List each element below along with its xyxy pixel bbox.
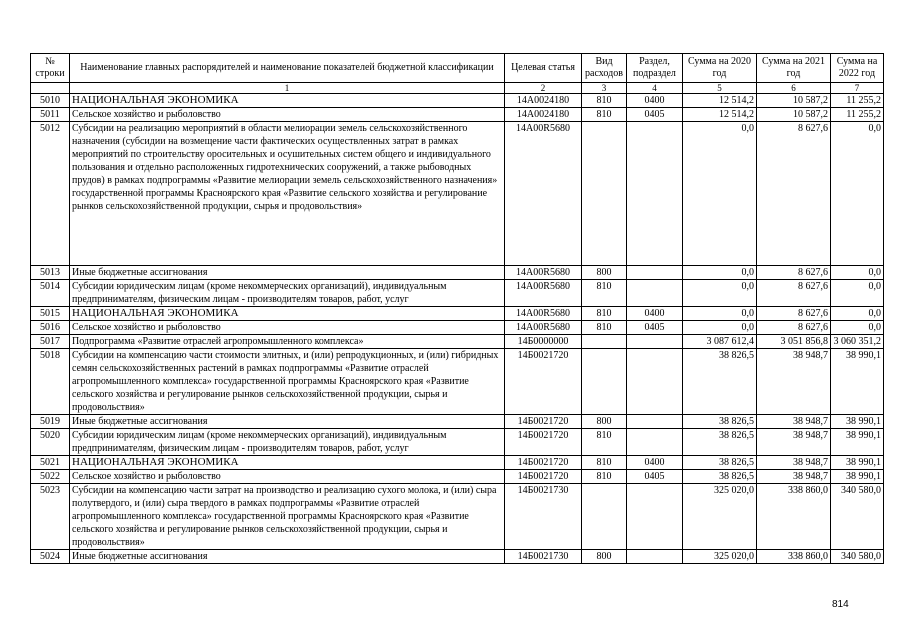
row-section — [627, 122, 683, 266]
row-target: 14Б0021720 — [505, 456, 582, 470]
header-sum-2022: Сумма на 2022 год — [831, 54, 884, 83]
row-expense-type — [582, 122, 627, 266]
row-number: 5017 — [31, 335, 70, 349]
table-row — [31, 94, 884, 108]
header-section: Раздел, подраздел — [627, 54, 683, 83]
row-sum-2021: 8 627,6 — [757, 122, 831, 266]
row-target: 14А0024180 — [505, 94, 582, 108]
row-number: 5022 — [31, 470, 70, 484]
row-expense-type: 810 — [582, 429, 627, 456]
row-sum-2020: 38 826,5 — [683, 415, 757, 429]
row-section: 0405 — [627, 108, 683, 122]
row-name: Субсидии на компенсацию части затрат на производство и реализацию сухого молока, и (или) сыра полутвердого, и (или) сыра твердого в рамках подпрограммы «Развитие отраслей агропромышленного комплекса» государственной программы Красноярского края «Развитие сельского хозяйства и регулирование рынков сельскохозяйственной продукции, сырья и продовольствия» — [70, 484, 505, 550]
header-row — [31, 54, 884, 83]
table-row — [31, 307, 884, 321]
row-sum-2021: 38 948,7 — [757, 349, 831, 415]
row-number: 5016 — [31, 321, 70, 335]
table-row — [31, 349, 884, 415]
row-sum-2020: 38 826,5 — [683, 456, 757, 470]
table-row — [31, 108, 884, 122]
row-sum-2021: 38 948,7 — [757, 470, 831, 484]
row-number: 5020 — [31, 429, 70, 456]
row-name: Иные бюджетные ассигнования — [70, 266, 505, 280]
header-sum-2020: Сумма на 2020 год — [683, 54, 757, 83]
row-target: 14Б0000000 — [505, 335, 582, 349]
row-target: 14А00R5680 — [505, 321, 582, 335]
row-sum-2022: 0,0 — [831, 307, 884, 321]
row-number: 5015 — [31, 307, 70, 321]
row-target: 14Б0021720 — [505, 415, 582, 429]
row-number: 5013 — [31, 266, 70, 280]
column-number: 1 — [70, 83, 505, 94]
table-body — [31, 94, 884, 564]
column-number: 2 — [505, 83, 582, 94]
row-sum-2020: 38 826,5 — [683, 470, 757, 484]
header-name: Наименование главных распорядителей и наименование показателей бюджетной классификации — [70, 54, 505, 83]
row-expense-type: 810 — [582, 94, 627, 108]
row-expense-type: 800 — [582, 415, 627, 429]
table-row — [31, 122, 884, 266]
row-section: 0405 — [627, 470, 683, 484]
table-row — [31, 429, 884, 456]
table-row — [31, 321, 884, 335]
row-target: 14А00R5680 — [505, 280, 582, 307]
row-sum-2022: 340 580,0 — [831, 550, 884, 564]
row-section — [627, 429, 683, 456]
row-sum-2021: 38 948,7 — [757, 456, 831, 470]
row-number: 5023 — [31, 484, 70, 550]
row-section — [627, 484, 683, 550]
row-target: 14Б0021720 — [505, 349, 582, 415]
row-sum-2021: 8 627,6 — [757, 266, 831, 280]
row-sum-2022: 38 990,1 — [831, 415, 884, 429]
row-number: 5014 — [31, 280, 70, 307]
row-target: 14А00R5680 — [505, 266, 582, 280]
row-section — [627, 550, 683, 564]
row-section — [627, 266, 683, 280]
row-sum-2021: 10 587,2 — [757, 94, 831, 108]
page-number: 814 — [832, 599, 849, 610]
row-target: 14Б0021730 — [505, 550, 582, 564]
row-sum-2022: 0,0 — [831, 280, 884, 307]
row-sum-2022: 38 990,1 — [831, 470, 884, 484]
row-sum-2022: 38 990,1 — [831, 349, 884, 415]
row-sum-2022: 38 990,1 — [831, 456, 884, 470]
table-row — [31, 415, 884, 429]
row-sum-2020: 38 826,5 — [683, 349, 757, 415]
row-name: Сельское хозяйство и рыболовство — [70, 108, 505, 122]
row-target: 14А00R5680 — [505, 307, 582, 321]
row-sum-2021: 38 948,7 — [757, 415, 831, 429]
row-expense-type: 800 — [582, 266, 627, 280]
row-number: 5010 — [31, 94, 70, 108]
row-expense-type — [582, 335, 627, 349]
row-expense-type: 810 — [582, 280, 627, 307]
row-sum-2021: 338 860,0 — [757, 484, 831, 550]
row-name: Подпрограмма «Развитие отраслей агропромышленного комплекса» — [70, 335, 505, 349]
row-name: Сельское хозяйство и рыболовство — [70, 321, 505, 335]
row-section: 0405 — [627, 321, 683, 335]
row-sum-2020: 0,0 — [683, 280, 757, 307]
column-number: 6 — [757, 83, 831, 94]
row-sum-2022: 38 990,1 — [831, 429, 884, 456]
row-name: Иные бюджетные ассигнования — [70, 415, 505, 429]
row-sum-2020: 3 087 612,4 — [683, 335, 757, 349]
row-name: НАЦИОНАЛЬНАЯ ЭКОНОМИКА — [70, 456, 505, 470]
table-row — [31, 280, 884, 307]
column-number — [31, 83, 70, 94]
header-expense-type: Вид расходов — [582, 54, 627, 83]
row-sum-2021: 3 051 856,8 — [757, 335, 831, 349]
row-sum-2022: 11 255,2 — [831, 94, 884, 108]
row-name: Субсидии на реализацию мероприятий в области мелиорации земель сельскохозяйственного назначения (субсидии на возмещение части фактических осуществленных затрат в рамках мероприятий по строительству оросительных и осушительных систем общего и индивидуального пользования и отдельно расположенных гидротехнических сооружений, а также рыбоводных прудов) в рамках подпрограммы «Развитие мелиорации земель сельскохозяйственного назначения» государственной программы Красноярского края «Развитие сельского хозяйства и регулирование рынков сельскохозяйственной продукции, сырья и продовольствия» — [70, 122, 505, 266]
table-row — [31, 470, 884, 484]
row-sum-2022: 0,0 — [831, 321, 884, 335]
budget-table — [30, 53, 884, 564]
table-row — [31, 484, 884, 550]
row-number: 5018 — [31, 349, 70, 415]
row-sum-2021: 338 860,0 — [757, 550, 831, 564]
row-number: 5019 — [31, 415, 70, 429]
row-sum-2020: 325 020,0 — [683, 550, 757, 564]
row-sum-2020: 12 514,2 — [683, 108, 757, 122]
row-sum-2022: 0,0 — [831, 122, 884, 266]
table-row — [31, 550, 884, 564]
header-target: Целевая статья — [505, 54, 582, 83]
row-expense-type: 810 — [582, 470, 627, 484]
row-expense-type: 810 — [582, 321, 627, 335]
row-sum-2021: 10 587,2 — [757, 108, 831, 122]
row-number: 5024 — [31, 550, 70, 564]
column-number: 3 — [582, 83, 627, 94]
row-sum-2021: 8 627,6 — [757, 307, 831, 321]
row-sum-2022: 340 580,0 — [831, 484, 884, 550]
table-row — [31, 335, 884, 349]
row-sum-2020: 0,0 — [683, 266, 757, 280]
row-sum-2020: 0,0 — [683, 321, 757, 335]
row-name: Субсидии юридическим лицам (кроме некоммерческих организаций), индивидуальным предпринимателям, физическим лицам - производителям товаров, работ, услуг — [70, 429, 505, 456]
column-number: 7 — [831, 83, 884, 94]
row-name: НАЦИОНАЛЬНАЯ ЭКОНОМИКА — [70, 307, 505, 321]
column-number: 5 — [683, 83, 757, 94]
row-expense-type: 800 — [582, 550, 627, 564]
row-number: 5012 — [31, 122, 70, 266]
row-name: Иные бюджетные ассигнования — [70, 550, 505, 564]
row-expense-type: 810 — [582, 108, 627, 122]
row-name: Сельское хозяйство и рыболовство — [70, 470, 505, 484]
table-row — [31, 266, 884, 280]
row-section — [627, 280, 683, 307]
row-sum-2020: 0,0 — [683, 122, 757, 266]
row-sum-2022: 3 060 351,2 — [831, 335, 884, 349]
header-row-number: № строки — [31, 54, 70, 83]
row-target: 14А0024180 — [505, 108, 582, 122]
row-sum-2021: 8 627,6 — [757, 280, 831, 307]
row-sum-2022: 0,0 — [831, 266, 884, 280]
row-sum-2020: 325 020,0 — [683, 484, 757, 550]
row-number: 5021 — [31, 456, 70, 470]
row-section — [627, 415, 683, 429]
row-name: НАЦИОНАЛЬНАЯ ЭКОНОМИКА — [70, 94, 505, 108]
row-section: 0400 — [627, 94, 683, 108]
row-section — [627, 349, 683, 415]
column-number-row — [31, 83, 884, 94]
row-section: 0400 — [627, 307, 683, 321]
row-section — [627, 335, 683, 349]
row-sum-2020: 12 514,2 — [683, 94, 757, 108]
table-row — [31, 456, 884, 470]
row-name: Субсидии на компенсацию части стоимости элитных, и (или) репродукционных, и (или) гибридных семян сельскохозяйственных растений в рамках подпрограммы «Развитие отраслей агропромышленного комплекса» государственной программы Красноярского края «Развитие сельского хозяйства и регулирование рынков сельскохозяйственной продукции, сырья и продовольствия» — [70, 349, 505, 415]
row-sum-2020: 0,0 — [683, 307, 757, 321]
row-sum-2021: 8 627,6 — [757, 321, 831, 335]
row-number: 5011 — [31, 108, 70, 122]
row-expense-type: 810 — [582, 456, 627, 470]
row-target: 14А00R5680 — [505, 122, 582, 266]
row-expense-type: 810 — [582, 307, 627, 321]
row-sum-2022: 11 255,2 — [831, 108, 884, 122]
column-number: 4 — [627, 83, 683, 94]
row-target: 14Б0021720 — [505, 429, 582, 456]
row-sum-2021: 38 948,7 — [757, 429, 831, 456]
row-expense-type — [582, 349, 627, 415]
row-section: 0400 — [627, 456, 683, 470]
row-name: Субсидии юридическим лицам (кроме некоммерческих организаций), индивидуальным предпринимателям, физическим лицам - производителям товаров, работ, услуг — [70, 280, 505, 307]
row-target: 14Б0021730 — [505, 484, 582, 550]
row-expense-type — [582, 484, 627, 550]
row-target: 14Б0021720 — [505, 470, 582, 484]
header-sum-2021: Сумма на 2021 год — [757, 54, 831, 83]
row-sum-2020: 38 826,5 — [683, 429, 757, 456]
